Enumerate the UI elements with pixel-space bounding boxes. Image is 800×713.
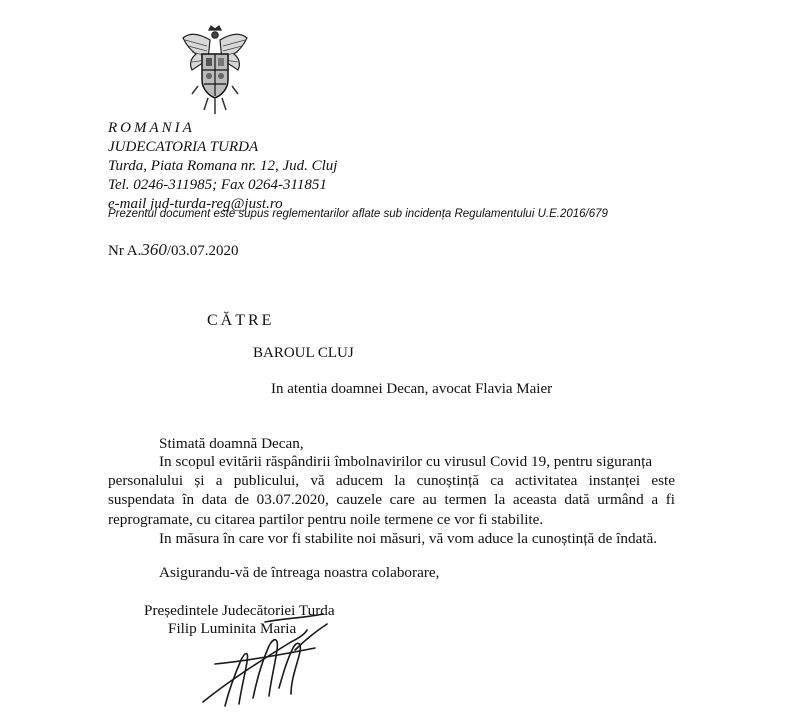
signatory-name: Filip Luminita Maria — [168, 620, 297, 637]
paragraph1-line: suspendata în data de 03.07.2020, cauzele care au termen la aceasta dată urmând a fi — [108, 491, 675, 508]
reference-line — [108, 240, 239, 260]
header-email: e-mail jud-turda-reg@just.ro — [108, 196, 283, 212]
reference-number: 360 — [141, 240, 167, 259]
recipient-name: BAROUL CLUJ — [253, 345, 354, 361]
paragraph1-line: personalului și a publicului, vă aducem la cunoștință ca activitatea instanței este — [108, 472, 675, 489]
header-gdpr-notice: Prezentul document este supus reglementarilor aflate sub incidența Regulamentului U.E.2016/679 — [108, 208, 608, 220]
recipient-attention: In atentia doamnei Decan, avocat Flavia Maier — [271, 381, 553, 397]
coat-of-arms-icon — [180, 24, 250, 116]
reference-prefix: Nr A. — [108, 243, 142, 259]
header-address: Turda, Piata Romana nr. 12, Jud. Cluj — [108, 158, 338, 174]
signatory-title: Președintele Judecătoriei Turda — [144, 602, 335, 619]
paragraph1-line: In scopul evitării răspândirii îmbolnavirilor cu virusul Covid 19, pentru siguranța — [159, 453, 653, 470]
header-court-name: JUDECATORIA TURDA — [108, 139, 259, 155]
header-country: ROMANIA — [108, 120, 195, 136]
paragraph1-line: reprogramate, cu citarea partilor pentru noile termene ce vor fi stabilite. — [108, 511, 544, 528]
header-phone-fax: Tel. 0246-311985; Fax 0264-311851 — [108, 177, 327, 193]
letter-closing: Asigurandu-vă de întreaga noastra colaborare, — [159, 564, 440, 581]
letter-salutation: Stimată doamnă Decan, — [159, 435, 304, 452]
handwritten-signature-icon — [195, 604, 345, 712]
paragraph2: In măsura în care vor fi stabilite noi măsuri, vă vom aduce la cunoștință de îndată. — [159, 530, 658, 547]
recipient-to-label: CĂTRE — [207, 312, 275, 329]
reference-date: /03.07.2020 — [166, 243, 239, 259]
